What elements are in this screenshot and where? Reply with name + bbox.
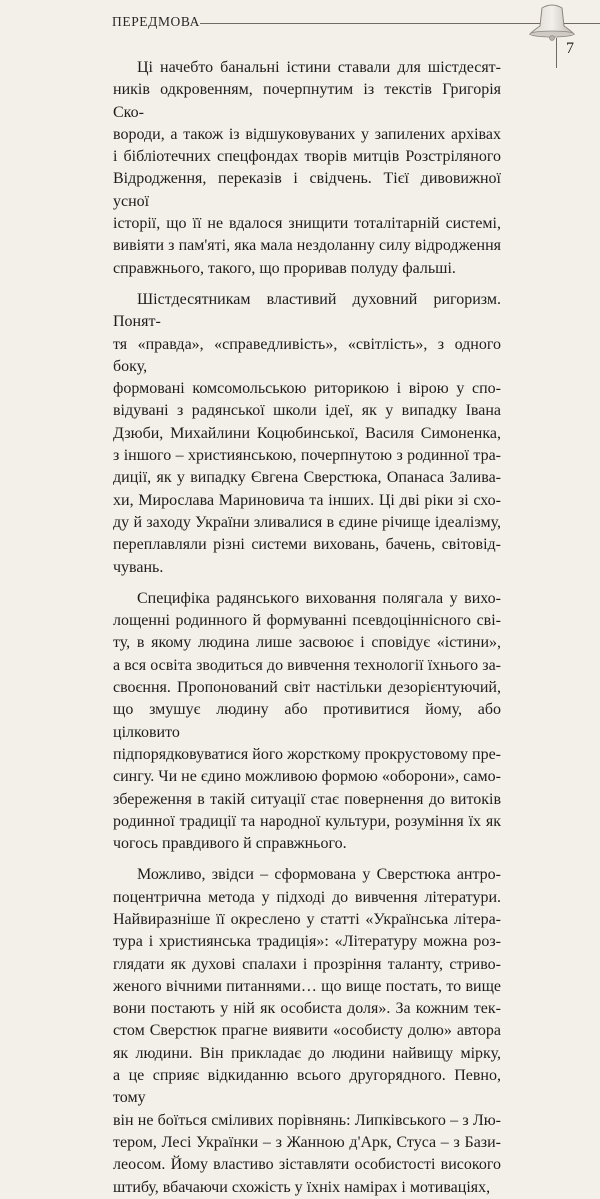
text-line: підпорядковуватися його жорсткому прокрустовому пре- (113, 745, 501, 763)
text-line: ту, в якому людина лише засвоює і сповідує «істини», (113, 634, 501, 652)
text-line: ду й заходу України зливалися в єдине річище ідеалізму, (113, 513, 501, 531)
text-line: леосом. Йому властиво зіставляти особистості високого (113, 1156, 501, 1174)
text-line: збереження в такій ситуації стає повернення до витоків (113, 790, 501, 808)
paragraph (113, 864, 501, 1198)
text-line: як людини. Він прикладає до людини найвищу мірку, (113, 1044, 501, 1062)
text-line: глядати як духові спалахи і прозріння таланту, стриво- (113, 955, 501, 973)
text-line: вони постають у ній як особиста доля». За кожним тек- (113, 1000, 501, 1018)
text-line: Можливо, звідси – сформована у Сверстюка антро- (137, 866, 501, 884)
text-line: штибу, вбачаючи схожість у їхніх намірах і мотиваціях, (113, 1178, 491, 1196)
text-line: тура і християнська традиція»: «Літературу можна роз- (113, 933, 501, 951)
paragraph (113, 588, 501, 856)
text-line: справжнього, такого, що проривав полуду фальші. (113, 259, 456, 277)
paragraph (113, 289, 501, 579)
text-line: Специфіка радянського виховання полягала у вихо- (137, 589, 501, 607)
text-line: поцентрична метода у підході до вивчення літератури. (113, 888, 501, 906)
text-line: історії, що її не вдалося знищити тоталітарній системі, (113, 215, 501, 233)
page-header (112, 10, 552, 34)
text-line: а вся освіта зводиться до вивчення технології їхнього за- (113, 656, 501, 674)
text-line: що змушує людину або противитися йому, або цілковито (113, 701, 501, 741)
text-line: Найвиразніше її окреслено у статті «Українська літера- (113, 910, 501, 928)
text-line: лощенні родинного й формуванні псевдоціннісного сві- (113, 612, 501, 630)
text-line: формовані комсомольською риторикою і вірою у спо- (113, 380, 501, 398)
text-line: родинної традиції та народної культури, розуміння їх як (113, 812, 501, 830)
text-line: вороди, а також із відшуковуваних у запилених архівах (113, 125, 501, 143)
page-number: 7 (566, 40, 574, 57)
folio-rule (556, 38, 557, 68)
text-line: ників одкровенням, почерпнутим із текстів Григорія Ско- (113, 81, 501, 121)
bell-icon (526, 2, 578, 42)
text-line: з іншого – християнською, почерпнутою з родинної тра- (113, 447, 501, 465)
paragraph (113, 57, 501, 280)
text-line: диції, як у випадку Євгена Сверстюка, Опанаса Залива- (113, 469, 501, 487)
text-line: чувань. (113, 558, 164, 576)
text-line: Відродження, переказів і свідчень. Тієї дивовижної усної (113, 170, 501, 210)
text-line: сингу. Чи не єдино можливою формою «оборони», само- (113, 768, 501, 786)
text-line: стом Сверстюк прагне виявити «особисту долю» автора (113, 1022, 501, 1040)
text-line: своєння. Пропонований світ настільки дезорієнтуючий, (113, 679, 501, 697)
text-line: вивіяти з пам'яті, яка мала нездоланну силу відродження (113, 237, 501, 255)
text-line: Ці начебто банальні істини ставали для шістдесят- (137, 59, 501, 76)
body-text (113, 57, 501, 1199)
text-line: а це сприяє відкиданню всього другорядного. Певно, тому (113, 1067, 501, 1107)
running-head: ПЕРЕДМОВА (112, 14, 201, 29)
text-line: переплавляли різні системи виховань, бачень, світовід- (113, 536, 501, 554)
text-line: він не боїться сміливих порівнянь: Липківського – з Лю- (113, 1111, 501, 1129)
text-line: чогось правдивого й справжнього. (113, 835, 347, 853)
text-line: женого вічними питаннями… що вище постать, то вище (113, 977, 501, 995)
text-line: відувані з радянської школи ідеї, як у випадку Івана (113, 402, 501, 420)
text-line: тером, Лесі Українки – з Жанною д'Арк, Стуса – з Бази- (113, 1133, 501, 1151)
text-line: Дзюби, Михайлини Коцюбинської, Василя Симоненка, (113, 424, 501, 442)
text-line: тя «правда», «справедливість», «світлість», з одного боку, (113, 335, 501, 375)
text-line: Шістдесятникам властивий духовний ригоризм. Понят- (113, 290, 501, 331)
text-line: і бібліотечних спецфондах творів митців Розстріляного (113, 148, 501, 166)
text-line: хи, Мирослава Мариновича та інших. Ці дві ріки зі схо- (113, 491, 501, 509)
